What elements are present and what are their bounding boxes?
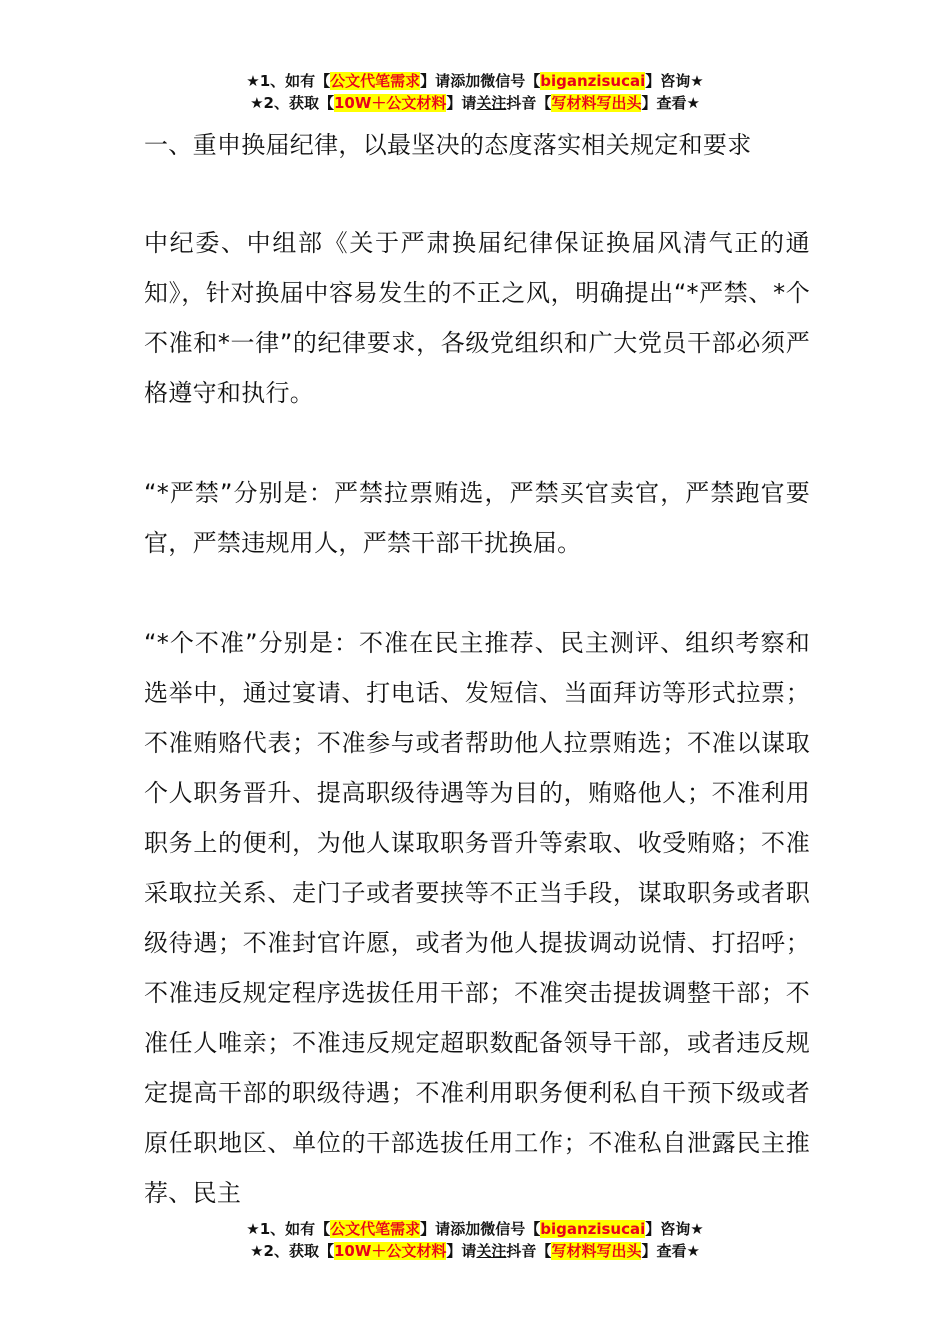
header-promo-banner [0, 70, 950, 114]
paragraph: 中纪委、中组部《关于严肃换届纪律保证换届风清气正的通知》，针对换届中容易发生的不正之风，明确提出“*严禁、*个不准和*一律”的纪律要求，各级党组织和广大党员干部必须严格遵守和执行。 [144, 229, 810, 407]
paragraph: “*严禁”分别是：严禁拉票贿选，严禁买官卖官，严禁跑官要官，严禁违规用人，严禁干部干扰换届。 [144, 479, 810, 557]
promo-highlight-douyin: 写材料写出头 [551, 94, 642, 112]
promo-line-2: ★2、获取【10W＋公文材料】请关注抖音【写材料写出头】查看★ [250, 1242, 700, 1260]
promo-highlight-service: 公文代笔需求 [330, 1220, 421, 1238]
promo-line-2: ★2、获取【10W＋公文材料】请关注抖音【写材料写出头】查看★ [250, 94, 700, 112]
promo-line-1: ★1、如有【公文代笔需求】请添加微信号【biganzisucai】咨询★ [246, 1220, 704, 1238]
promo-highlight-douyin: 写材料写出头 [551, 1242, 642, 1260]
document-body [144, 120, 810, 1268]
section-heading: 一、重申换届纪律，以最坚决的态度落实相关规定和要求 [144, 131, 752, 159]
promo-highlight-materials: 10W＋公文材料 [333, 94, 447, 112]
promo-highlight-wechat: biganzisucai [540, 1220, 646, 1238]
footer-promo-banner [0, 1218, 950, 1262]
paragraph: “*个不准”分别是：不准在民主推荐、民主测评、组织考察和选举中，通过宴请、打电话、发短信、当面拜访等形式拉票；不准贿赂代表；不准参与或者帮助他人拉票贿选；不准以谋取个人职务晋升、提高职级待遇等为目的，贿赂他人；不准利用职务上的便利，为他人谋取职务晋升等索取、收受贿赂；不准采取拉关系、走门子或者要挟等不正当手段，谋取职务或者职级待遇；不准封官许愿，或者为他人提拔调动说情、打招呼；不准违反规定程序选拔任用干部；不准突击提拔调整干部；不准任人唯亲；不准违反规定超职数配备领导干部，或者违反规定提高干部的职级待遇；不准利用职务便利私自干预下级或者原任职地区、单位的干部选拔任用工作；不准私自泄露民主推荐、民主 [144, 629, 810, 1207]
promo-highlight-service: 公文代笔需求 [330, 72, 421, 90]
promo-highlight-wechat: biganzisucai [540, 72, 646, 90]
promo-highlight-materials: 10W＋公文材料 [333, 1242, 447, 1260]
promo-line-1: ★1、如有【公文代笔需求】请添加微信号【biganzisucai】咨询★ [246, 72, 704, 90]
